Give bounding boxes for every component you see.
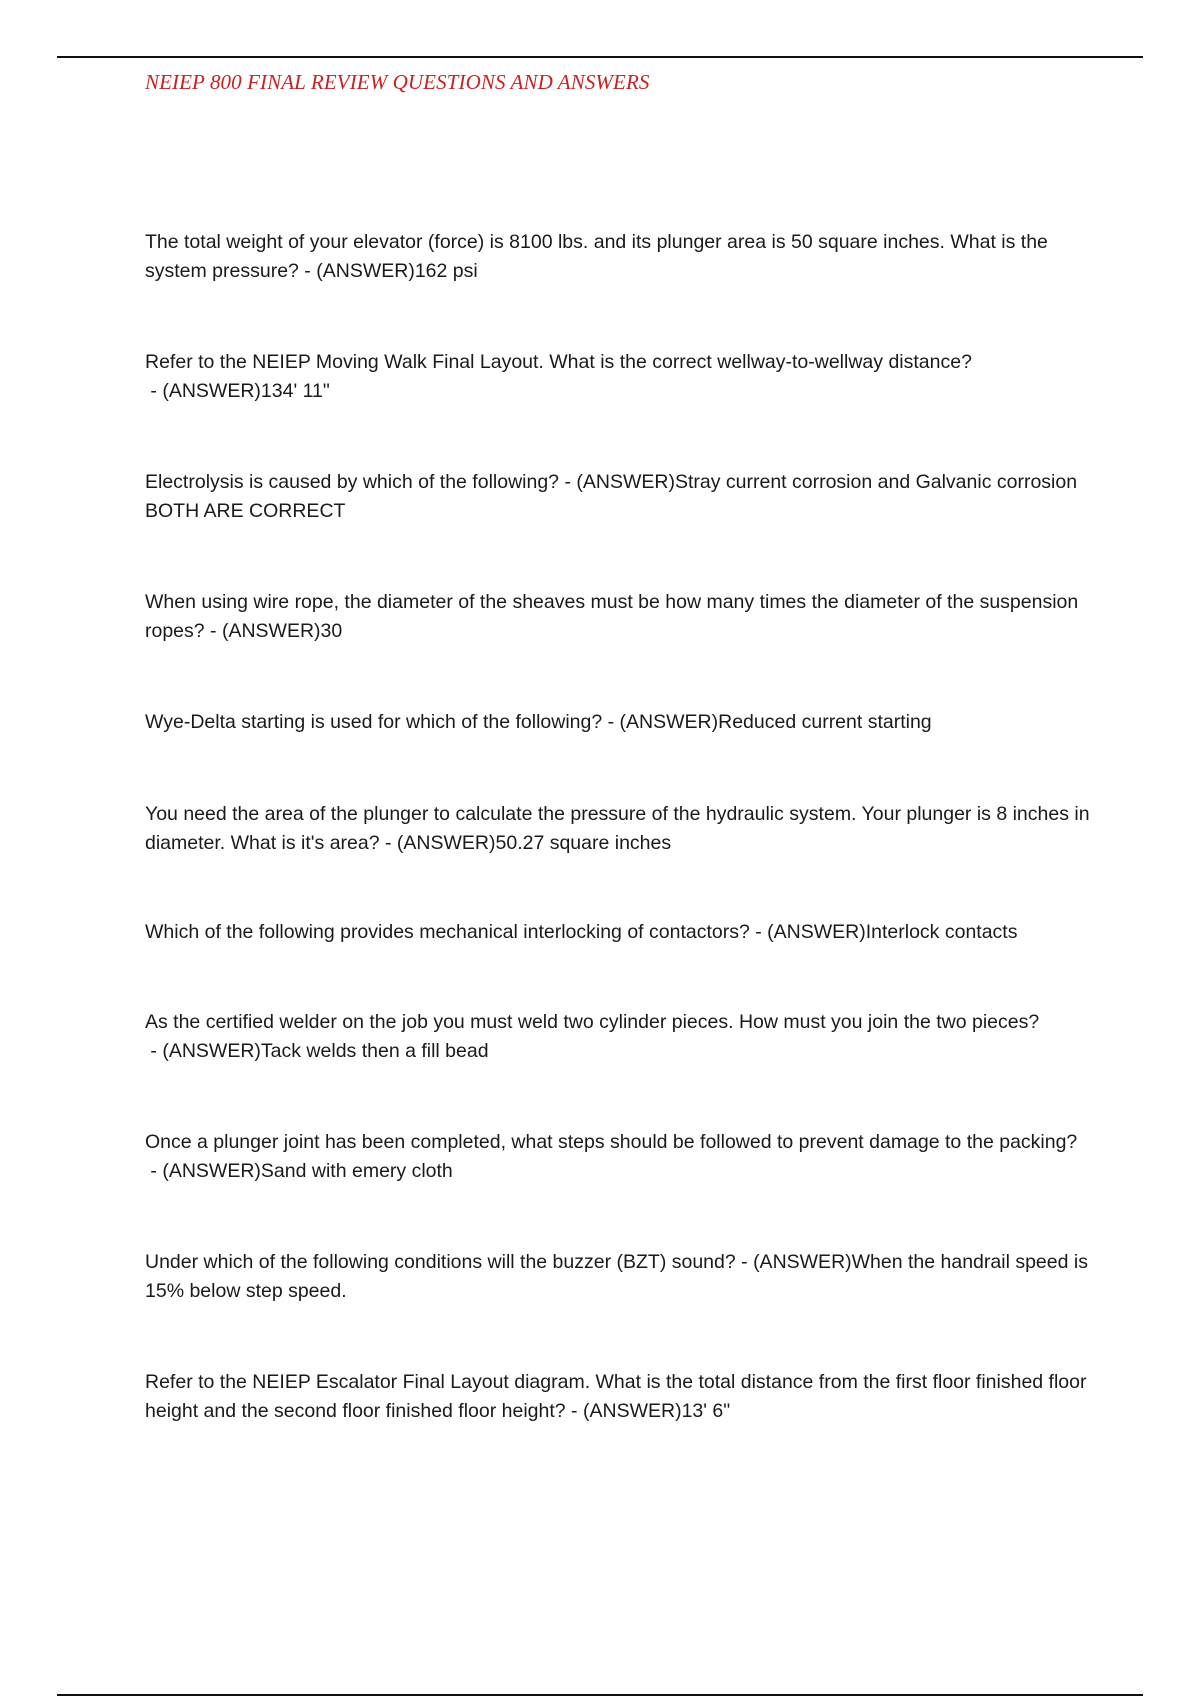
answer-text: Interlock contacts bbox=[865, 921, 1018, 943]
answer-text: Tack welds then a fill bead bbox=[260, 1040, 489, 1062]
answer-label: (ANSWER) bbox=[396, 832, 496, 854]
qa-item: The total weight of your elevator (force) is 8100 lbs. and its plunger area is 50 square inches. What is the system pressure? - (ANSWER)162 psi bbox=[145, 231, 1048, 282]
answer-text: When the handrail speed is 15% below step speed. bbox=[145, 1251, 1088, 1302]
question-text: Refer to the NEIEP Moving Walk Final Layout. What is the correct wellway-to-wellway distance? bbox=[145, 351, 972, 373]
answer-label: (ANSWER) bbox=[316, 260, 415, 282]
question-text: Electrolysis is caused by which of the following? bbox=[145, 471, 560, 493]
question-text: Refer to the NEIEP Escalator Final Layout diagram. What is the total distance from the first floor finished floor height and the second floor finished floor height? bbox=[145, 1371, 1087, 1422]
answer-text: 50.27 square inches bbox=[495, 832, 672, 854]
question-text: The total weight of your elevator (force) is 8100 lbs. and its plunger area is 50 square inches. What is the system pressure? bbox=[145, 231, 1048, 282]
answer-label: (ANSWER) bbox=[162, 1160, 261, 1182]
qa-item: Which of the following provides mechanical interlocking of contactors? - (ANSWER)Interlock contacts bbox=[145, 921, 1018, 943]
question-text: You need the area of the plunger to calculate the pressure of the hydraulic system. Your plunger is 8 inches in diameter. What is it's area? bbox=[145, 803, 1090, 854]
answer-text: Sand with emery cloth bbox=[260, 1160, 453, 1182]
qa-item: Once a plunger joint has been completed, what steps should be followed to prevent damage to the packing? - (ANSWER)Sand with emery cloth bbox=[145, 1131, 1078, 1182]
answer-text: 162 psi bbox=[414, 260, 478, 282]
answer-text: Reduced current starting bbox=[718, 711, 932, 733]
answer-label: (ANSWER) bbox=[619, 711, 719, 733]
qa-item: Wye-Delta starting is used for which of the following? - (ANSWER)Reduced current starting bbox=[145, 711, 932, 733]
question-text: Wye-Delta starting is used for which of the following? bbox=[145, 711, 603, 733]
answer-text: Stray current corrosion and Galvanic corrosion BOTH ARE CORRECT bbox=[145, 471, 1078, 522]
answer-label: (ANSWER) bbox=[582, 1400, 682, 1422]
answer-label: (ANSWER) bbox=[576, 471, 675, 493]
answer-text: 13' 6" bbox=[681, 1400, 731, 1422]
question-text: Under which of the following conditions will the buzzer (BZT) sound? bbox=[145, 1251, 736, 1273]
header-rule bbox=[57, 56, 1143, 58]
answer-text: 30 bbox=[320, 620, 343, 642]
question-text: When using wire rope, the diameter of the sheaves must be how many times the diameter of the suspension ropes? bbox=[145, 591, 1079, 642]
qa-item: When using wire rope, the diameter of the sheaves must be how many times the diameter of the suspension ropes? - (ANSWER)30 bbox=[145, 591, 1079, 642]
answer-label: (ANSWER) bbox=[753, 1251, 852, 1273]
question-text: Which of the following provides mechanical interlocking of contactors? bbox=[145, 921, 750, 943]
answer-label: (ANSWER) bbox=[162, 1040, 261, 1062]
qa-item: You need the area of the plunger to calculate the pressure of the hydraulic system. Your plunger is 8 inches in diameter. What is it's area? - (ANSWER)50.27 square inches bbox=[145, 803, 1090, 854]
answer-label: (ANSWER) bbox=[162, 380, 261, 402]
answer-text: 134' 11" bbox=[260, 380, 330, 402]
qa-item: Electrolysis is caused by which of the following? - (ANSWER)Stray current corrosion and Galvanic corrosion BOTH ARE CORRECT bbox=[145, 471, 1078, 522]
qa-item: Under which of the following conditions will the buzzer (BZT) sound? - (ANSWER)When the handrail speed is 15% below step speed. bbox=[145, 1251, 1088, 1302]
qa-item: Refer to the NEIEP Escalator Final Layout diagram. What is the total distance from the first floor finished floor height and the second floor finished floor height? - (ANSWER)13' 6" bbox=[145, 1371, 1087, 1422]
document-title: NEIEP 800 FINAL REVIEW QUESTIONS AND ANSWERS bbox=[145, 70, 650, 94]
answer-label: (ANSWER) bbox=[767, 921, 866, 943]
qa-item: As the certified welder on the job you must weld two cylinder pieces. How must you join the two pieces? - (ANSWER)Tack welds then a fill bead bbox=[145, 1011, 1040, 1062]
qa-item: Refer to the NEIEP Moving Walk Final Layout. What is the correct wellway-to-wellway distance? - (ANSWER)134' 11" bbox=[145, 351, 972, 402]
question-text: As the certified welder on the job you must weld two cylinder pieces. How must you join the two pieces? bbox=[145, 1011, 1040, 1033]
question-text: Once a plunger joint has been completed, what steps should be followed to prevent damage to the packing? bbox=[145, 1131, 1078, 1153]
footer-rule bbox=[57, 1694, 1143, 1696]
answer-label: (ANSWER) bbox=[221, 620, 321, 642]
